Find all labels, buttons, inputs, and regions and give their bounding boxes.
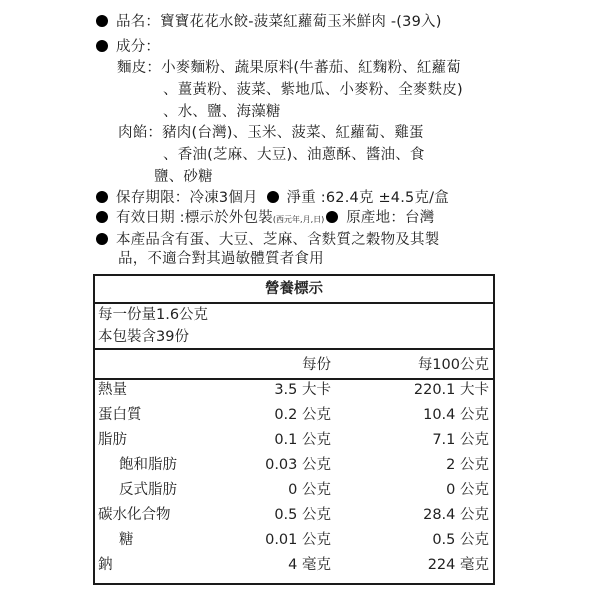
- nutrient-name: 糖: [119, 532, 134, 548]
- wrapper-ingredients-line-3: 、水、鹽、海藻糖: [163, 104, 281, 120]
- nutrient-name: 蛋白質: [98, 407, 142, 423]
- product-name-line: [96, 12, 442, 32]
- nutrition-column-header: [95, 350, 493, 380]
- bullet-icon: [96, 191, 108, 203]
- wrapper-ingredients-line-1: [117, 58, 461, 78]
- nutrition-facts-table: [93, 274, 495, 585]
- bullet-icon: [96, 40, 108, 52]
- wrapper-label: 麵皮：: [117, 60, 162, 76]
- servings-per-pack: 本包裝含39份: [98, 329, 189, 345]
- per-100g-value: 10.4 公克: [423, 407, 489, 423]
- nutrition-row-fat: [95, 430, 493, 455]
- per-serving-value: 0.2 公克: [274, 407, 331, 423]
- ingredients-label: 成分：: [116, 39, 161, 55]
- serving-size: 每一份量1.6公克: [98, 307, 209, 323]
- nutrition-row-carbohydrate: [95, 505, 493, 530]
- header-per-serving: 每份: [302, 357, 331, 373]
- nutrient-name: 脂肪: [98, 432, 127, 448]
- wrapper-ingredients-line-2: 、薑黃粉、菠菜、紫地瓜、小麥粉、全麥麩皮): [163, 82, 463, 98]
- filling-ingredients-line-1: [118, 123, 424, 143]
- per-100g-value: 220.1 大卡: [413, 382, 489, 398]
- expiry-value: 標示於外包裝: [184, 210, 273, 226]
- nutrition-row-sugar: [95, 530, 493, 555]
- per-serving-value: 4 毫克: [288, 557, 331, 573]
- per-100g-value: 2 公克: [446, 457, 489, 473]
- origin-value: 台灣: [405, 210, 435, 226]
- per-100g-value: 0 公克: [446, 482, 489, 498]
- filling-ingredients-line-2: 、香油(芝麻、大豆)、油蔥酥、醬油、食: [163, 147, 425, 163]
- per-serving-value: 0.01 公克: [265, 532, 331, 548]
- per-serving-value: 0 公克: [288, 482, 331, 498]
- bullet-icon: [96, 233, 108, 245]
- per-serving-value: 0.1 公克: [274, 432, 331, 448]
- bullet-icon: [326, 211, 338, 223]
- per-serving-value: 3.5 大卡: [274, 382, 331, 398]
- nutrition-row-sodium: [95, 555, 493, 580]
- shelf-life-value: 冷凍3個月: [189, 190, 258, 206]
- nutrient-name: 碳水化合物: [98, 507, 171, 523]
- nutrient-name: 飽和脂肪: [119, 457, 177, 473]
- allergen-line-1: [96, 230, 439, 250]
- per-100g-value: 224 毫克: [427, 557, 489, 573]
- per-serving-value: 0.5 公克: [274, 507, 331, 523]
- serving-info: [95, 304, 493, 350]
- net-weight-label: 淨重 :: [286, 190, 326, 206]
- wrapper-line: 小麥麵粉、蔬果原料(牛蕃茄、紅麴粉、紅蘿蔔: [161, 60, 461, 76]
- expiry-line: [96, 208, 434, 230]
- nutrition-row-energy: [95, 380, 493, 405]
- ingredients-heading: [96, 37, 160, 57]
- nutrient-name: 熱量: [98, 382, 127, 398]
- nutrition-title: 營養標示: [95, 276, 493, 304]
- origin-label: 原產地：: [346, 210, 406, 226]
- storage-line: [96, 188, 449, 208]
- per-100g-value: 7.1 公克: [432, 432, 489, 448]
- filling-label: 肉餡：: [118, 125, 163, 141]
- expiry-format-note: (西元年,月,日): [272, 215, 325, 224]
- product-name-label: 品名：: [116, 14, 161, 30]
- bullet-icon: [96, 211, 108, 223]
- expiry-label: 有效日期 :: [116, 210, 185, 226]
- shelf-life-label: 保存期限：: [116, 190, 190, 206]
- nutrient-name: 鈉: [98, 557, 113, 573]
- filling-ingredients-line-3: 鹽、砂糖: [154, 169, 213, 185]
- header-per-100g: 每100公克: [417, 357, 489, 373]
- nutrition-row-protein: [95, 405, 493, 430]
- bullet-icon: [267, 191, 279, 203]
- nutrient-name: 反式脂肪: [119, 482, 177, 498]
- net-weight-value: 62.4克 ±4.5克/盒: [325, 190, 449, 206]
- filling-line: 豬肉(台灣)、玉米、菠菜、紅蘿蔔、雞蛋: [162, 125, 424, 141]
- bullet-icon: [96, 15, 108, 27]
- allergen-line-2: 品，不適合對其過敏體質者食用: [118, 251, 324, 267]
- nutrition-row-saturated-fat: [95, 455, 493, 480]
- nutrition-row-trans-fat: [95, 480, 493, 505]
- product-name-value: 寶寶花花水餃-菠菜紅蘿蔔玉米鮮肉 -(39入): [160, 14, 442, 30]
- per-100g-value: 0.5 公克: [432, 532, 489, 548]
- per-serving-value: 0.03 公克: [265, 457, 331, 473]
- per-100g-value: 28.4 公克: [423, 507, 489, 523]
- allergen-text: 本產品含有蛋、大豆、芝麻、含麩質之穀物及其製: [116, 232, 440, 248]
